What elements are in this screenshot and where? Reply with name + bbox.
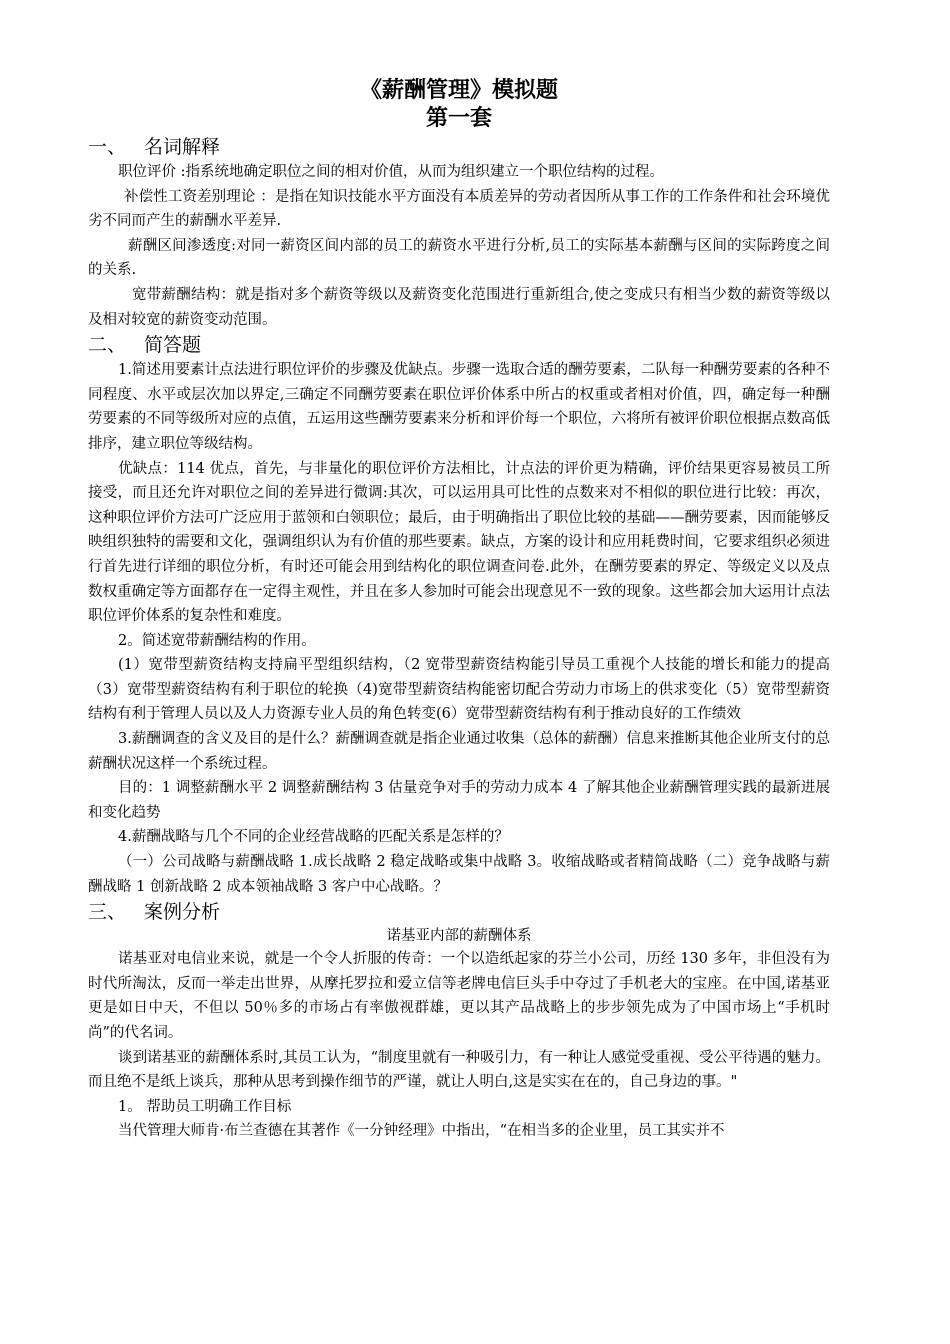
question-paragraph: 2。简述宽带薪酬结构的作用。 bbox=[118, 632, 316, 649]
definition-paragraph: 薪酬区间渗透度:对同一薪资区间内部的员工的薪资水平进行分析,员工的实际基本薪酬与区间的实际跨度之间的关系. bbox=[88, 237, 830, 279]
answer-paragraph: 1.简述用要素计点法进行职位评价的步骤及优缺点。步骤一选取合适的酬劳要素，二队每一种酬劳要素的各种不同程度、水平或层次加以界定,三确定不同酬劳要素在职位评价体系中所占的权重或者相对价值，四，确定每一种酬劳要素的不同等级所对应的点值，五运用这些酬劳要素来分析和评价每一个职位，六将所有被评价职位根据点数高低排序，建立职位等级结构。 bbox=[88, 362, 830, 452]
section-heading-case-analysis bbox=[88, 899, 830, 925]
answer-paragraph: 3.薪酬调查的含义及目的是什么？薪酬调查就是指企业通过收集（总体的薪酬）信息来推断其他企业所支付的总薪酬状况这样一个系统过程。 bbox=[88, 731, 830, 772]
case-paragraph: 当代管理大师肯·布兰查德在其著作《一分钟经理》中指出，“在相当多的企业里，员工其实并不 bbox=[118, 1123, 725, 1140]
case-heading: 诺基亚内部的薪酬体系 bbox=[386, 928, 532, 945]
answer-paragraph: 优缺点：114 优点，首先，与非量化的职位评价方法相比，计点法的评价更为精确，评价结果更容易被员工所接受，而且还允许对职位之间的差异进行微调:其次，可以运用具可比性的点数来对不相似的职位进行比较：再次，这种职位评价方法可广泛应用于蓝领和白领职位；最后，由于明确指出了职位比较的基础——酬劳要素，因而能够反映组织独特的需要和文化，强调组织认为有价值的那些要素。缺点，方案的设计和应用耗费时间，它要求组织必须进行首先进行详细的职位分析，有时还可能会用到结构化的职位调查问卷.此外，在酬劳要素的界定、等级定义以及点数权重确定等方面都存在一定得主观性，并且在多人参加时可能会出现意见不一致的现象。这些都会加大运用计点法职位评价体系的复杂性和难度。 bbox=[88, 460, 830, 625]
document-subtitle: 第一套 bbox=[425, 105, 492, 131]
section-title: 名词解释 bbox=[144, 136, 221, 158]
section-title: 案例分析 bbox=[144, 901, 221, 924]
question-paragraph: 4.薪酬战略与几个不同的企业经营战略的匹配关系是怎样的？ bbox=[118, 829, 509, 846]
section-number: 三、 bbox=[88, 901, 127, 924]
case-paragraph: 谈到诺基亚的薪酬体系时,其员工认为，“制度里就有一种吸引力，有一种让人感觉受重视、受公平待遇的魅力。而且绝不是纸上谈兵，那种从思考到操作细节的严谨，就让人明白,这是实实在在的，自己身边的事。" bbox=[88, 1049, 830, 1091]
section-number: 二、 bbox=[88, 334, 127, 357]
section-heading-short-answer bbox=[88, 332, 830, 358]
definition-paragraph: 职位评价 :指系统地确定职位之间的相对价值，从而为组织建立一个职位结构的过程。 bbox=[118, 164, 664, 180]
document-title: 《薪酬管理》模拟题 bbox=[359, 77, 558, 103]
answer-paragraph: 目的：1 调整薪酬水平 2 调整薪酬结构 3 估量竞争对手的劳动力成本 4 了解其他企业薪酬管理实践的最新进展和变化趋势 bbox=[88, 780, 830, 821]
definition-paragraph: 宽带薪酬结构：就是指对多个薪资等级以及薪资变化范围进行重新组合,使之变成只有相当少数的薪资等级以及相对较宽的薪资变动范围。 bbox=[88, 286, 830, 328]
section-number: 一、 bbox=[88, 136, 127, 158]
section-heading-definitions bbox=[88, 134, 830, 160]
answer-paragraph: (1）宽带型薪资结构支持扁平型组织结构，（2 宽带型薪资结构能引导员工重视个人技能的增长和能力的提高（3）宽带型薪资结构有利于职位的轮换（4)宽带型薪资结构能密切配合劳动力市场上的供求变化（5）宽带型薪资结构有利于管理人员以及人力资源专业人员的角色转变(6）宽带型薪资结构有利于推动良好的工作绩效 bbox=[88, 657, 830, 723]
document-page bbox=[88, 76, 830, 1144]
answer-paragraph: （一）公司战略与薪酬战略 1.成长战略 2 稳定战略或集中战略 3。收缩战略或者精简战略（二）竞争战略与薪酬战略 1 创新战略 2 成本领袖战略 3 客户中心战略。？ bbox=[88, 854, 830, 895]
case-paragraph: 诺基亚对电信业来说，就是一个令人折服的传奇：一个以造纸起家的芬兰小公司，历经 130 多年，非但没有为时代所淘汰，反而一举走出世界，从摩托罗拉和爱立信等老牌电信巨头手中夺过了手机老大的宝座。在中国,诺基亚更是如日中天，不但以 50％多的市场占有率傲视群雄，更以其产品战略上的步步领先成为了中国市场上“手机时尚”的代名词。 bbox=[88, 951, 830, 1041]
case-paragraph: 1。 帮助员工明确工作目标 bbox=[118, 1098, 292, 1115]
section-title: 简答题 bbox=[144, 334, 202, 357]
definition-paragraph: 补偿性工资差别理论 ：是指在知识技能水平方面没有本质差异的劳动者因所从事工作的工作条件和社会环境优劣不同而产生的薪酬水平差异. bbox=[88, 188, 830, 230]
